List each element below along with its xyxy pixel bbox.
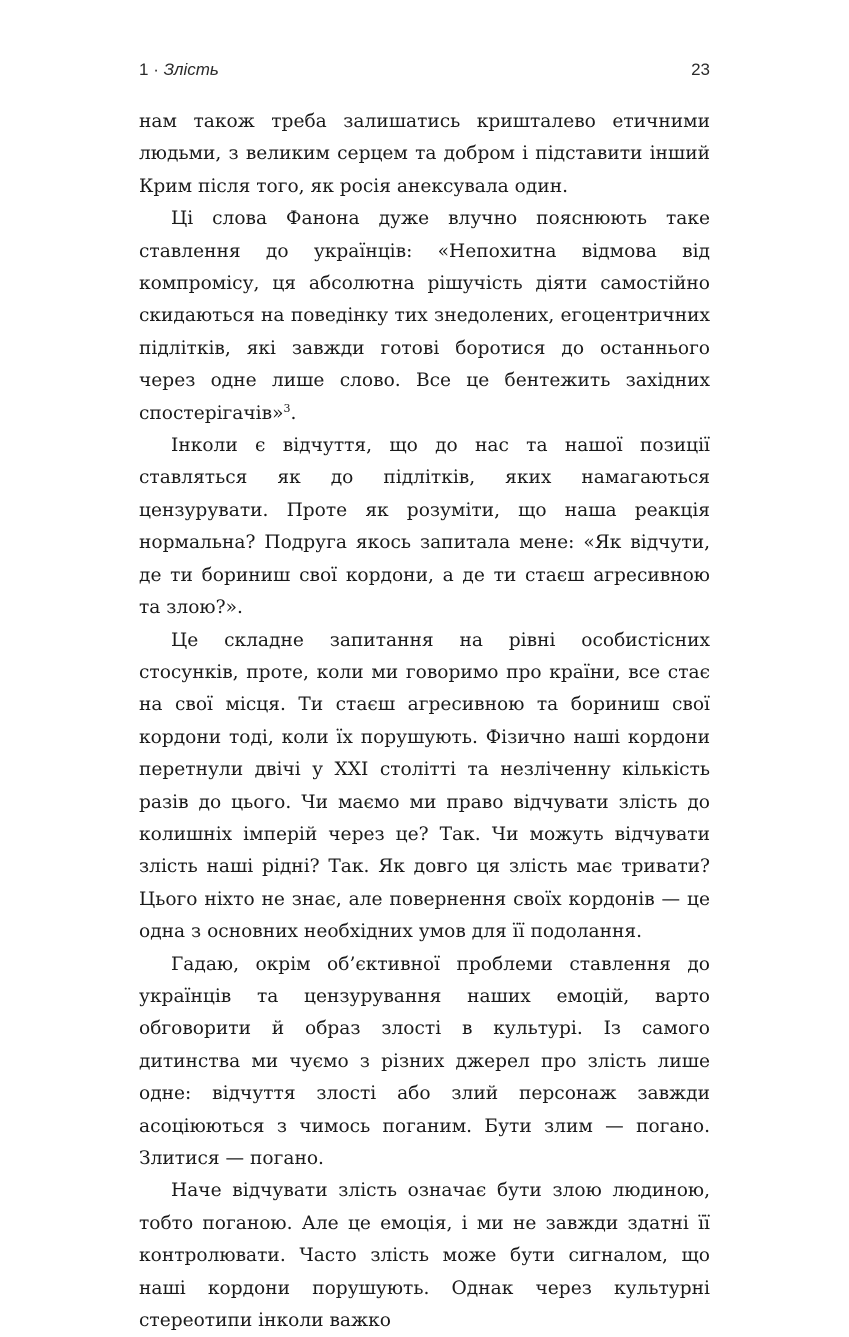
running-head	[139, 60, 710, 88]
paragraph-text: Наче відчувати злість означає бути злою людиною, тобто поганою. Але це емоція, і ми не завжди здатні її контролювати. Часто злість може бути сигналом, що наші кордони порушують. Однак через культурні стереотипи інколи важко	[139, 1180, 710, 1332]
paragraph-3	[139, 430, 710, 624]
page-number: 23	[691, 60, 710, 79]
paragraph-text: Це складне запитання на рівні особистісних стосунків, проте, коли ми говоримо про країни, все стає на свої місця. Ти стаєш агресивною та бориниш свої кордони тоді, коли їх порушують. Фізично наші кордони перетнули двічі у XXI столітті та незліченну кількість разів до цього. Чи маємо ми право відчувати злість до колишніх імперій через це? Так. Чи можуть відчувати злість наші рідні? Так. Як довго ця злість має тривати? Цього ніхто не знає, але повернення своїх кордонів — це одна з основних необхідних умов для її подолання.	[139, 629, 710, 943]
footnote-marker[interactable]: 3	[283, 401, 291, 415]
paragraph-text: Інколи є відчуття, що до нас та нашої позиції ставляться як до підлітків, яких намагаються цензурувати. Проте як розуміти, що наша реакція нормальна? Подруга якось запитала мене: «Як відчути, де ти бориниш свої кордони, а де ти стаєш агресивною та злою?».	[139, 435, 710, 619]
chapter-number: 1	[139, 60, 149, 79]
paragraph-tail: .	[290, 402, 297, 424]
paragraph-text: Гадаю, окрім об’єктивної проблеми ставлення до українців та цензурування наших емоцій, варто обговорити й образ злості в культурі. Із самого дитинства ми чуємо з різних джерел про злість лише одне: відчуття злості або злий персонаж завжди асоціюються з чимось поганим. Бути злим — погано. Злитися — погано.	[139, 953, 710, 1169]
paragraph-2	[139, 203, 710, 430]
chapter-title: Злість	[163, 60, 219, 79]
paragraph-4	[139, 625, 710, 949]
chapter-heading	[139, 60, 219, 80]
chapter-separator: ·	[153, 60, 159, 79]
body-text	[139, 106, 710, 1337]
paragraph-text: нам також треба залишатись кришталево етичними людьми, з великим серцем та добром і підставити інший Крим після того, як росія анексувала один.	[139, 111, 710, 197]
paragraph-1	[139, 106, 710, 203]
paragraph-text: Ці слова Фанона дуже влучно пояснюють таке ставлення до українців: «Непохитна відмова від компромісу, ця абсолютна рішучість діяти самостійно скидаються на поведінку тих знедолених, егоцентричних підлітків, які завжди готові боротися до останнього через одне лише слово. Все це бентежить західних спостерігачів»	[139, 208, 710, 424]
paragraph-5	[139, 949, 710, 1176]
